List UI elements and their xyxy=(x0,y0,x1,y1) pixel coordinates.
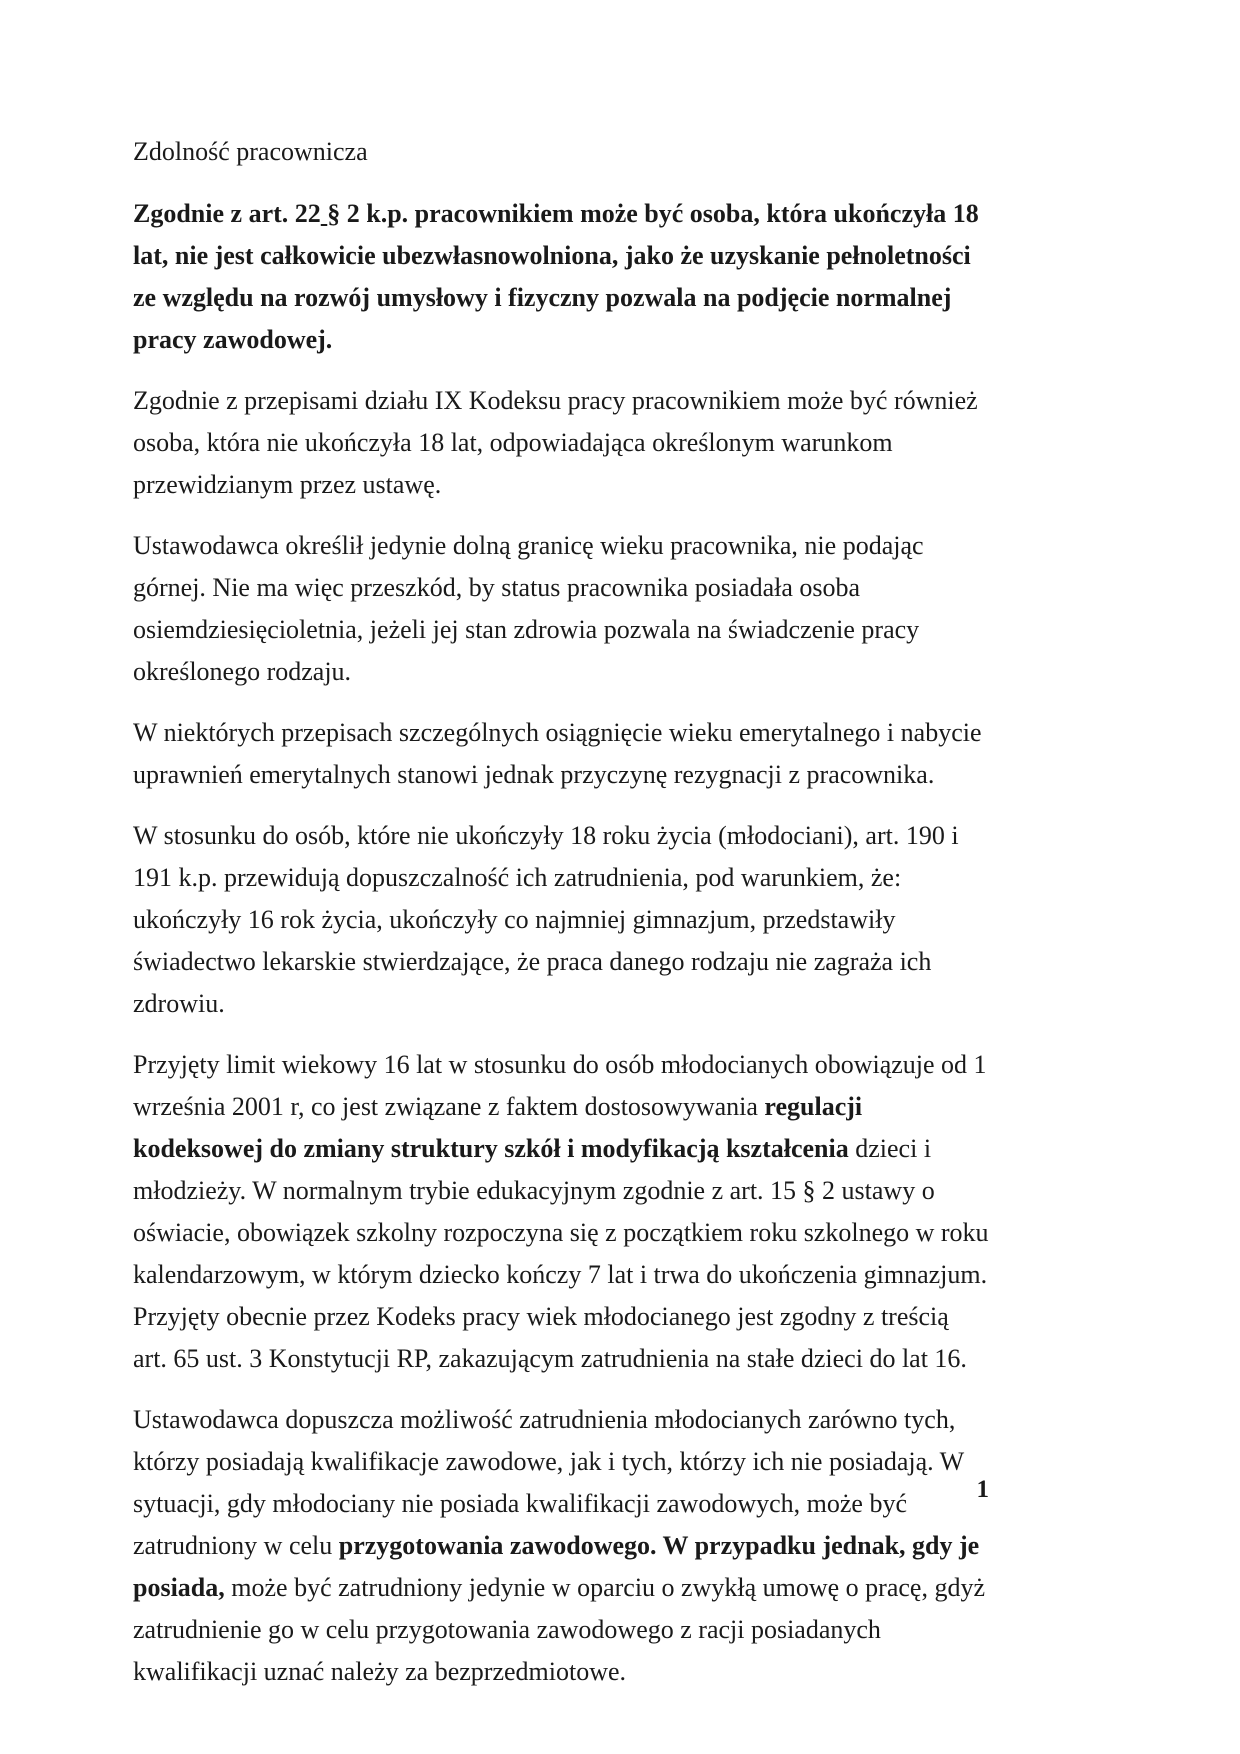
text-run: dzieci i młodzieży. W normalnym trybie edukacyjnym zgodnie z art. 15 § 2 ustawy o oświacie, obowiązek szkolny rozpoczyna się z początkiem roku szkolnego w roku kalendarzowym, w którym dziecko kończy 7 lat i trwa do ukończenia gimnazjum. Przyjęty obecnie przez Kodeks pracy wiek młodocianego jest zgodny z treścią art. 65 ust. 3 Konstytucji RP, zakazującym zatrudnienia na stałe dzieci do lat 16. xyxy=(133,1134,989,1373)
document-title: Zdolność pracownicza xyxy=(133,137,368,166)
text-run: W niektórych przepisach szczególnych osiągnięcie wieku emerytalnego i nabycie uprawnień emerytalnych stanowi jednak przyczynę rezygnacji z pracownika. xyxy=(133,718,982,789)
paragraph xyxy=(133,815,989,1025)
paragraph xyxy=(133,380,989,506)
document-body xyxy=(133,193,989,1693)
paragraph xyxy=(133,193,989,361)
paragraph xyxy=(133,712,989,796)
text-run: przygotowania zawodowego. W przypadku jednak, gdy je posiada, xyxy=(133,1531,980,1602)
paragraph xyxy=(133,525,989,693)
text-run: Przyjęty limit wiekowy 16 lat w stosunku do osób młodocianych obowiązuje od 1 września 2001 r, co jest związane z faktem dostosowywania xyxy=(133,1050,987,1121)
text-run: może być zatrudniony jedynie w oparciu o zwykłą umowę o pracę, gdyż zatrudnienie go w celu przygotowania zawodowego z racji posiadanych kwalifikacji uznać należy za bezprzedmiotowe. xyxy=(133,1573,985,1686)
text-run: Zgodnie z art. 22 xyxy=(133,199,321,228)
text-run: W stosunku do osób, które nie ukończyły 18 roku życia (młodociani), art. 190 i 191 k.p. przewidują dopuszczalność ich zatrudnienia, pod warunkiem, że: ukończyły 16 rok życia, ukończyły co najmniej gimnazjum, przedstawiły świadectwo lekarskie stwierdzające, że praca danego rodzaju nie zagraża ich zdrowiu. xyxy=(133,821,959,1018)
paragraph xyxy=(133,1044,989,1380)
paragraph xyxy=(133,1399,989,1693)
text-run: Zgodnie z przepisami działu IX Kodeksu pracy pracownikiem może być również osoba, która nie ukończyła 18 lat, odpowiadająca określonym warunkom przewidzianym przez ustawę. xyxy=(133,386,978,499)
text-run: Ustawodawca dopuszcza możliwość zatrudnienia młodocianych zarówno tych, którzy posiadają kwalifikacje zawodowe, jak i tych, którzy ich nie posiadają. W sytuacji, gdy młodociany nie posiada kwalifikacji zawodowych, może być zatrudniony w celu xyxy=(133,1405,964,1560)
text-run: § 2 k.p. pracownikiem może być osoba, która ukończyła 18 lat, nie jest całkowicie ubezwłasnowolniona, jako że uzyskanie pełnoletności ze względu na rozwój umysłowy i fizyczny pozwala na podjęcie normalnej pracy zawodowej. xyxy=(133,199,979,354)
text-run: regulacji kodeksowej do zmiany struktury szkół i modyfikacją kształcenia xyxy=(133,1092,863,1163)
text-run: Ustawodawca określił jedynie dolną granicę wieku pracownika, nie podając górnej. Nie ma więc przeszkód, by status pracownika posiadała osoba osiemdziesięcioletnia, jeżeli jej stan zdrowia pozwala na świadczenie pracy określonego rodzaju. xyxy=(133,531,924,686)
page-number: 1 xyxy=(976,1476,989,1503)
